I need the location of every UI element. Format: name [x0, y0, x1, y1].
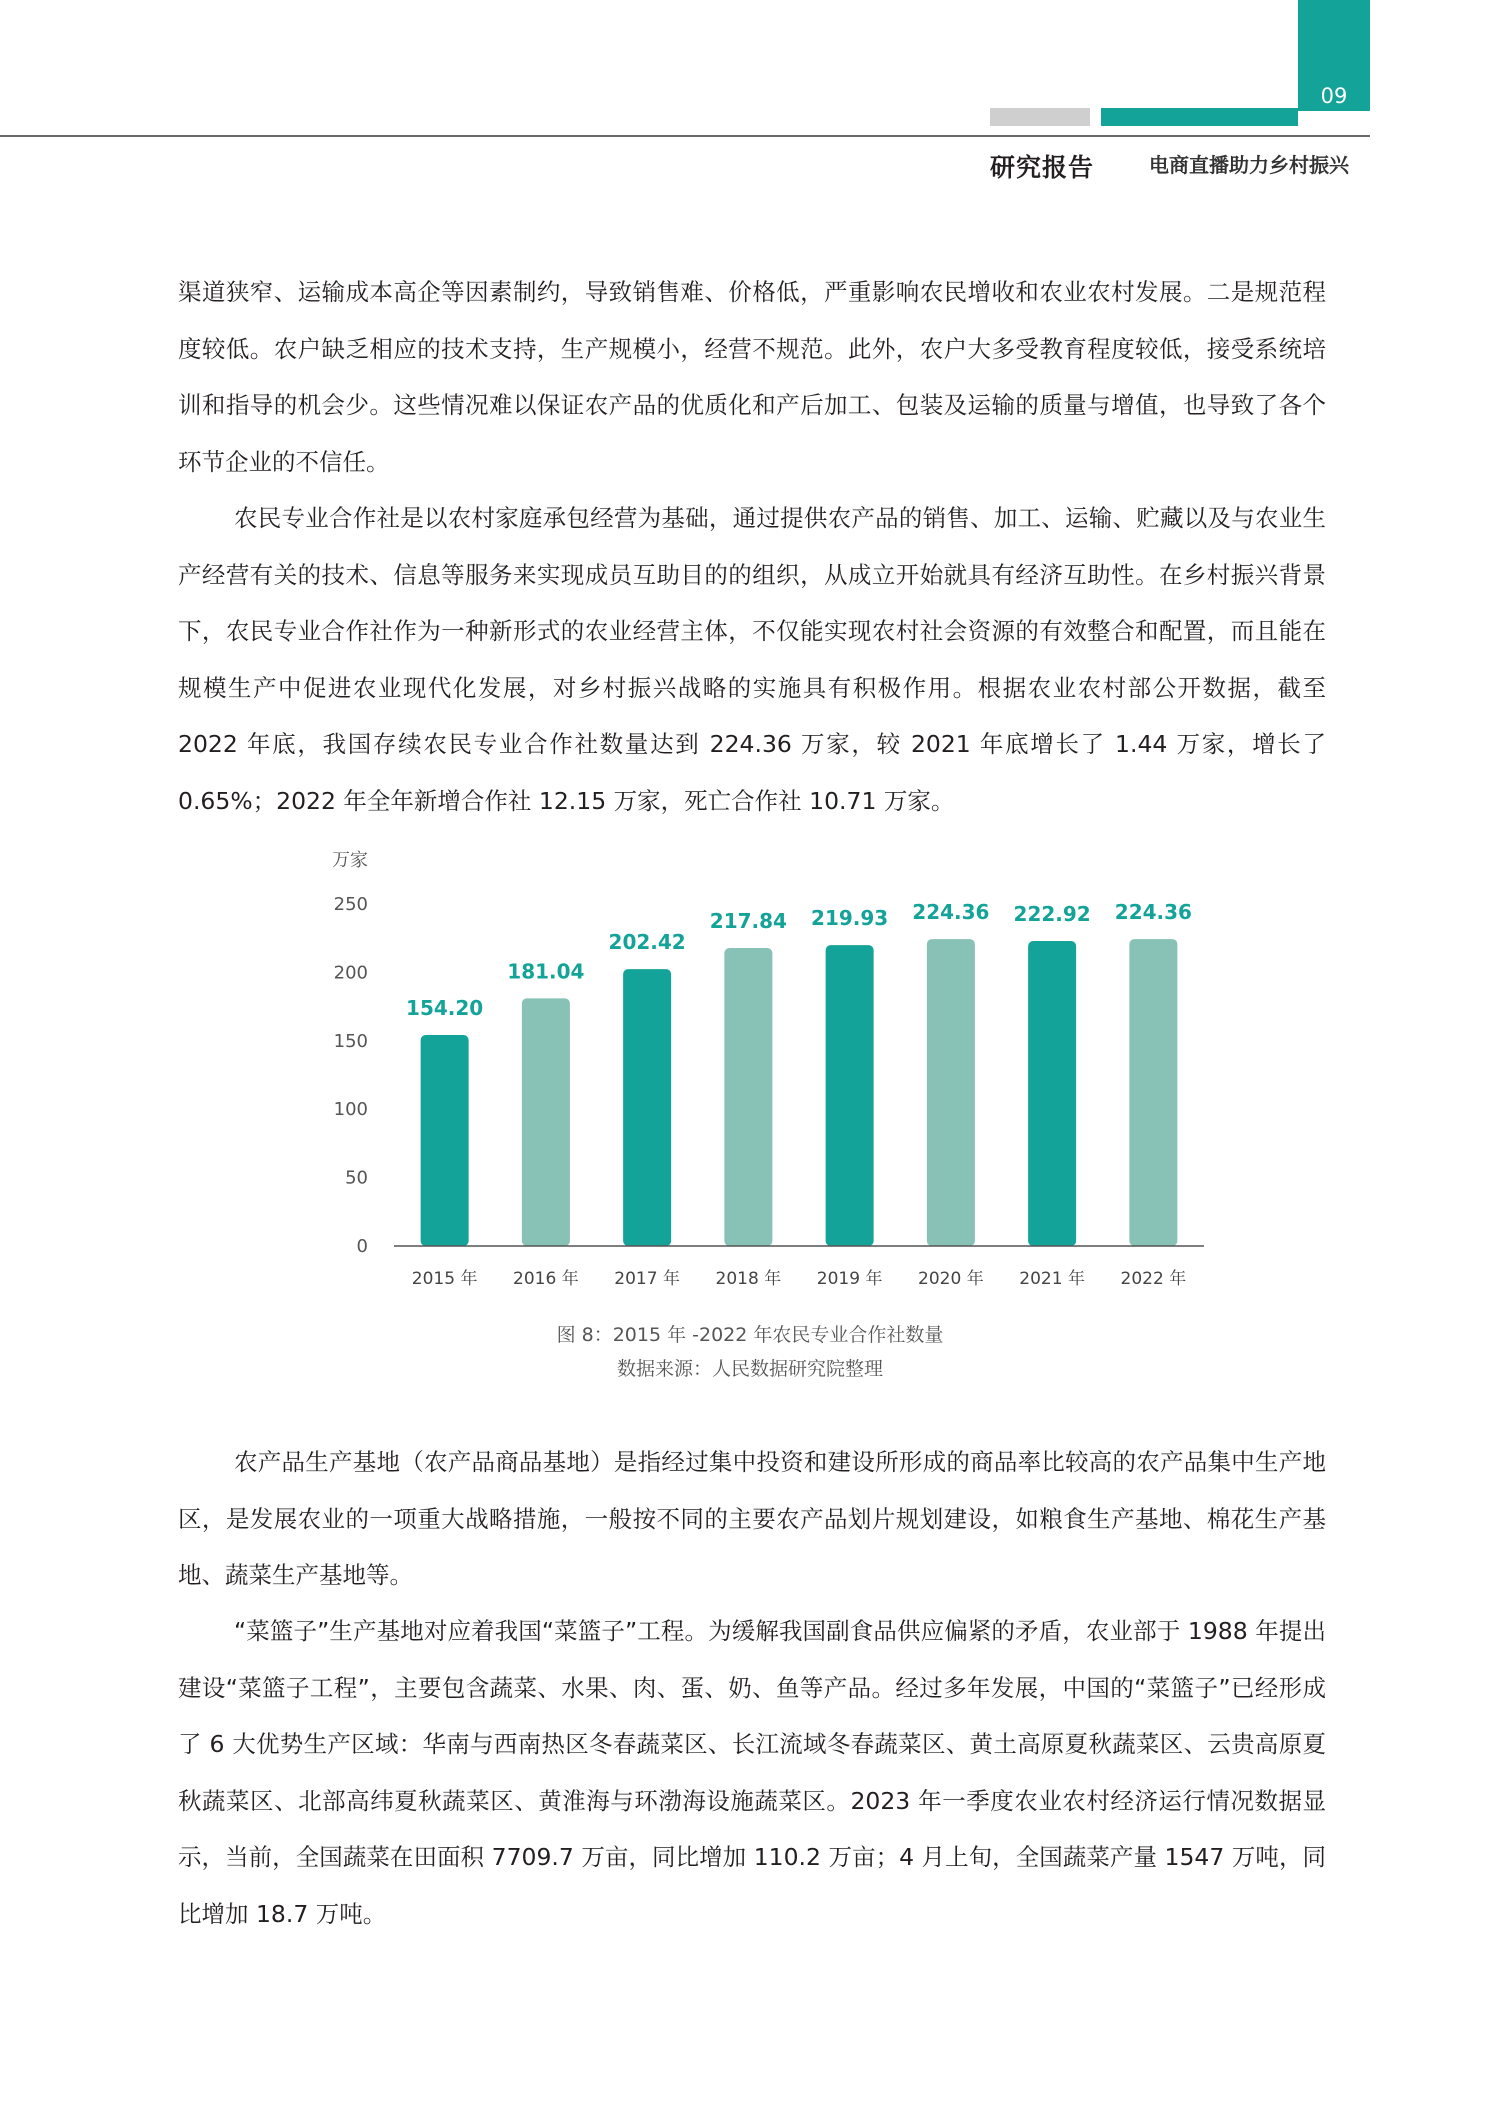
data-label: 224.36 [1114, 900, 1192, 925]
data-label: 154.20 [406, 996, 484, 1021]
y-tick-label: 250 [333, 894, 368, 915]
x-tick-label: 2020 年 [918, 1269, 984, 1289]
bar [522, 998, 570, 1246]
y-tick-label: 150 [333, 1030, 368, 1052]
y-axis-label: 万家 [332, 850, 368, 871]
bar [826, 945, 874, 1246]
y-tick-label: 0 [356, 1236, 368, 1257]
bar [1028, 941, 1076, 1246]
data-label: 217.84 [709, 908, 787, 933]
data-label: 219.93 [811, 906, 889, 931]
y-tick-label: 100 [333, 1099, 368, 1121]
data-label: 224.36 [912, 900, 990, 925]
report-label: 研究报告 [990, 153, 1095, 182]
header-teal-bar [1101, 108, 1298, 126]
y-tick-label: 50 [345, 1167, 368, 1189]
x-tick-label: 2015 年 [411, 1269, 478, 1289]
paragraph-2: 农民专业合作社是以农村家庭承包经营为基础，通过提供农产品的销售、加工、运输、贮藏以及与农业生产经营有关的技术、信息等服务来实现成员互助目的的组织，从成立开始就具有经济互助性。在乡村振兴背景下，农民专业合作社作为一种新形式的农业经营主体，不仅能实现农村社会资源的有效整合和配置，而且能在规模生产中促进农业现代化发展，对乡村振兴战略的实施具有积极作用。根据农业农村部公开数据，截至 2022 年底，我国存续农民专业合作社数量达到 224.36 万家，较 2021 年底增长了 1.44 万家，增长了 0.65%；2022 年全年新增合作社 12.15 万家，死亡合作社 10.71 万家。 [178, 504, 1326, 815]
bar [623, 969, 671, 1246]
data-label: 202.42 [608, 930, 686, 955]
bar [927, 939, 975, 1246]
figure-caption: 图 8：2015 年 -2022 年农民专业合作社数量 [556, 1324, 944, 1346]
bar [421, 1035, 469, 1246]
x-tick-label: 2021 年 [1019, 1269, 1085, 1289]
report-title: 电商直播助力乡村振兴 [1149, 153, 1349, 177]
data-label: 222.92 [1013, 902, 1091, 927]
header-rule [0, 135, 1370, 137]
x-tick-label: 2019 年 [816, 1269, 883, 1289]
cooperatives-bar-chart [300, 842, 1230, 1302]
x-tick-label: 2017 年 [614, 1269, 680, 1289]
data-label: 181.04 [507, 959, 585, 984]
bar [724, 948, 772, 1246]
figure-source: 数据来源：人民数据研究院整理 [616, 1358, 883, 1380]
y-tick-label: 200 [333, 962, 368, 984]
paragraph-3: 农产品生产基地（农产品商品基地）是指经过集中投资和建设所形成的商品率比较高的农产品集中生产地区，是发展农业的一项重大战略措施，一般按不同的主要农产品划片规划建设，如粮食生产基地、棉花生产基地、蔬菜生产基地等。 [178, 1448, 1326, 1589]
paragraph-4: “菜篮子”生产基地对应着我国“菜篮子”工程。为缓解我国副食品供应偏紧的矛盾，农业部于 1988 年提出建设“菜篮子工程”，主要包含蔬菜、水果、肉、蛋、奶、鱼等产品。经过多年发展，中国的“菜篮子”已经形成了 6 大优势生产区域：华南与西南热区冬春蔬菜区、长江流域冬春蔬菜区、黄土高原夏秋蔬菜区、云贵高原夏秋蔬菜区、北部高纬夏秋蔬菜区、黄淮海与环渤海设施蔬菜区。2023 年一季度农业农村经济运行情况数据显示，当前，全国蔬菜在田面积 7709.7 万亩，同比增加 110.2 万亩；4 月上旬，全国蔬菜产量 1547 万吨，同比增加 18.7 万吨。 [178, 1617, 1326, 1928]
paragraph-1: 渠道狭窄、运输成本高企等因素制约，导致销售难、价格低，严重影响农民增收和农业农村发展。二是规范程度较低。农户缺乏相应的技术支持，生产规模小，经营不规范。此外，农户大多受教育程度较低，接受系统培训和指导的机会少。这些情况难以保证农产品的优质化和产后加工、包装及运输的质量与增值，也导致了各个环节企业的不信任。 [178, 278, 1326, 476]
bar [1129, 939, 1177, 1246]
x-tick-label: 2016 年 [513, 1269, 579, 1289]
x-tick-label: 2022 年 [1120, 1269, 1187, 1289]
x-tick-label: 2018 年 [715, 1269, 782, 1289]
header-grey-bar [990, 108, 1090, 126]
page-number: 09 [1320, 84, 1348, 108]
